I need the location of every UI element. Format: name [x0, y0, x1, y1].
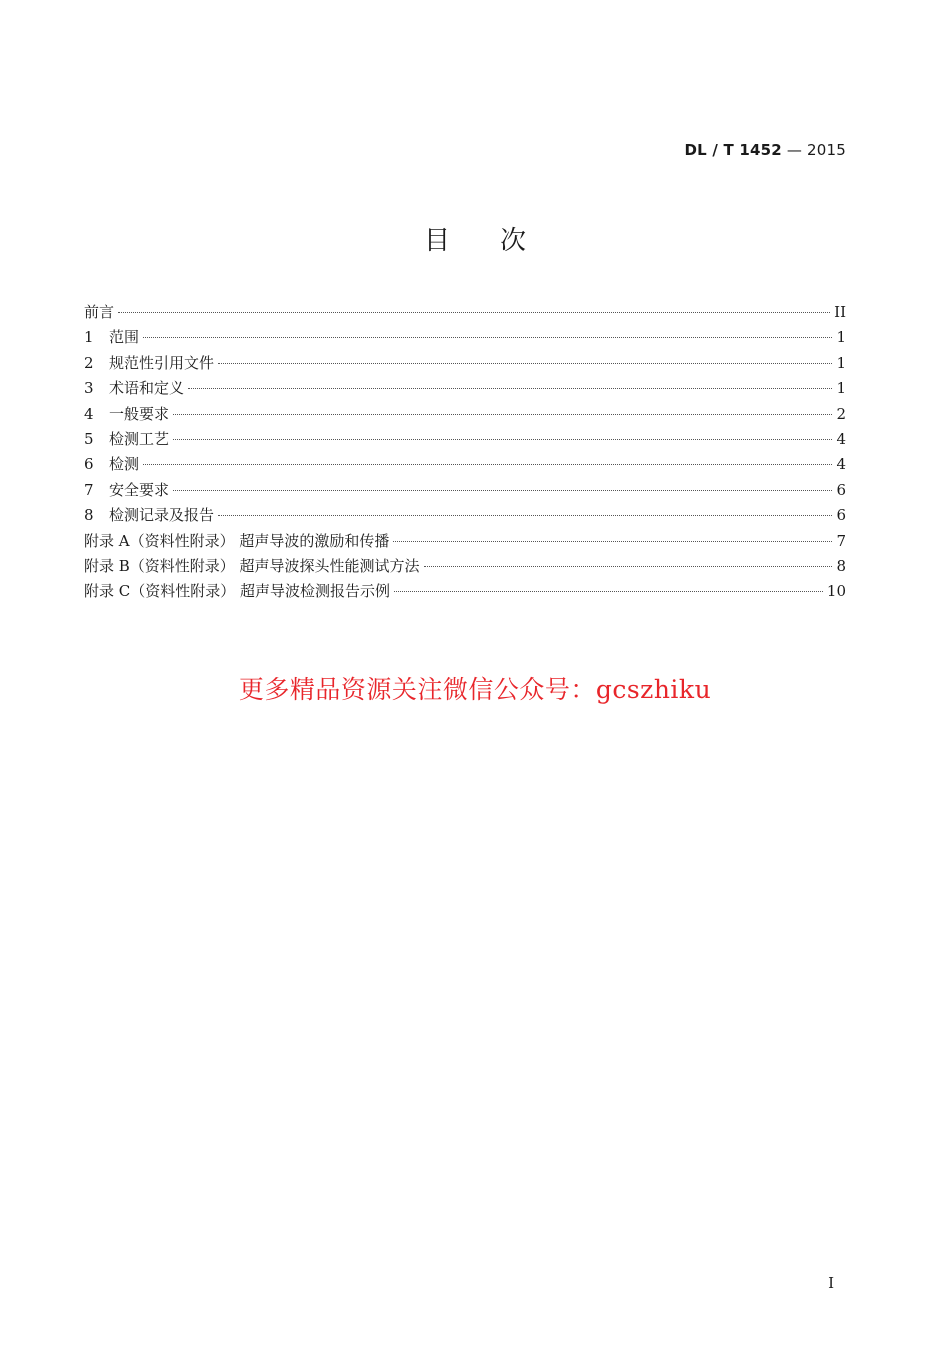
toc-entry-1[interactable]	[84, 325, 846, 350]
toc-entry-number: 8	[84, 506, 94, 525]
standard-code	[685, 141, 846, 159]
toc-leader	[188, 388, 832, 389]
toc-leader	[118, 312, 830, 313]
toc-leader	[143, 337, 832, 338]
toc-entry-appendix-c[interactable]	[84, 579, 846, 604]
toc-entry-label: 检测工艺	[109, 429, 170, 448]
toc-entry-page: 6	[836, 506, 846, 525]
promo-text: 更多精品资源关注微信公众号：gcszhiku	[238, 675, 712, 704]
table-of-contents	[84, 300, 846, 605]
toc-entry-6[interactable]	[84, 452, 846, 477]
toc-leader	[218, 363, 832, 364]
toc-leader	[218, 515, 832, 516]
toc-entry-label: 前言	[84, 303, 115, 321]
toc-entry-label: 附录 A（资料性附录） 超声导波的激励和传播	[84, 531, 390, 550]
toc-entry-page: 8	[836, 556, 846, 575]
toc-leader	[143, 464, 832, 465]
toc-leader	[424, 566, 832, 567]
toc-entry-label: 范围	[109, 328, 140, 347]
toc-entry-number: 5	[84, 429, 94, 448]
toc-entry-label: 术语和定义	[109, 379, 185, 398]
toc-entry-label: 一般要求	[109, 404, 170, 423]
toc-entry-page: 4	[836, 429, 846, 448]
toc-entry-page: 1	[836, 328, 846, 347]
toc-leader	[173, 414, 832, 415]
toc-entry-appendix-b[interactable]	[84, 554, 846, 579]
toc-entry-page: II	[834, 303, 846, 321]
toc-entry-2[interactable]	[84, 351, 846, 376]
toc-entry-page: 7	[836, 531, 846, 550]
standard-code-number: DL / T 1452	[684, 141, 782, 159]
toc-entry-page: 2	[836, 404, 846, 423]
toc-entry-number: 3	[84, 379, 94, 398]
page-number: I	[828, 1274, 834, 1292]
toc-entry-number: 2	[84, 353, 94, 372]
toc-entry-page: 10	[826, 582, 846, 601]
toc-entry-label: 附录 C（资料性附录） 超声导波检测报告示例	[84, 582, 391, 601]
toc-entry-3[interactable]	[84, 376, 846, 401]
toc-entry-label: 附录 B（资料性附录） 超声导波探头性能测试方法	[84, 556, 420, 575]
toc-entry-page: 1	[836, 353, 846, 372]
toc-entry-4[interactable]	[84, 402, 846, 427]
toc-leader	[173, 490, 832, 491]
toc-leader	[393, 541, 832, 542]
standard-code-year: — 2015	[781, 141, 846, 159]
toc-entry-8[interactable]	[84, 503, 846, 528]
toc-entry-label: 检测记录及报告	[109, 506, 215, 525]
toc-entry-7[interactable]	[84, 478, 846, 503]
toc-entry-appendix-a[interactable]	[84, 529, 846, 554]
toc-entry-label: 检测	[109, 455, 140, 474]
toc-leader	[394, 591, 823, 592]
toc-entry-foreword[interactable]	[84, 300, 846, 325]
toc-entry-label: 规范性引用文件	[109, 353, 215, 372]
toc-entry-page: 1	[836, 379, 846, 398]
toc-entry-number: 4	[84, 404, 94, 423]
page-title: 目次	[423, 226, 576, 256]
toc-entry-page: 4	[836, 455, 846, 474]
toc-entry-number: 1	[84, 328, 94, 347]
toc-entry-number: 6	[84, 455, 94, 474]
toc-entry-label: 安全要求	[109, 480, 170, 499]
toc-entry-5[interactable]	[84, 427, 846, 452]
toc-entry-page: 6	[836, 480, 846, 499]
toc-leader	[173, 439, 832, 440]
toc-entry-number: 7	[84, 480, 94, 499]
